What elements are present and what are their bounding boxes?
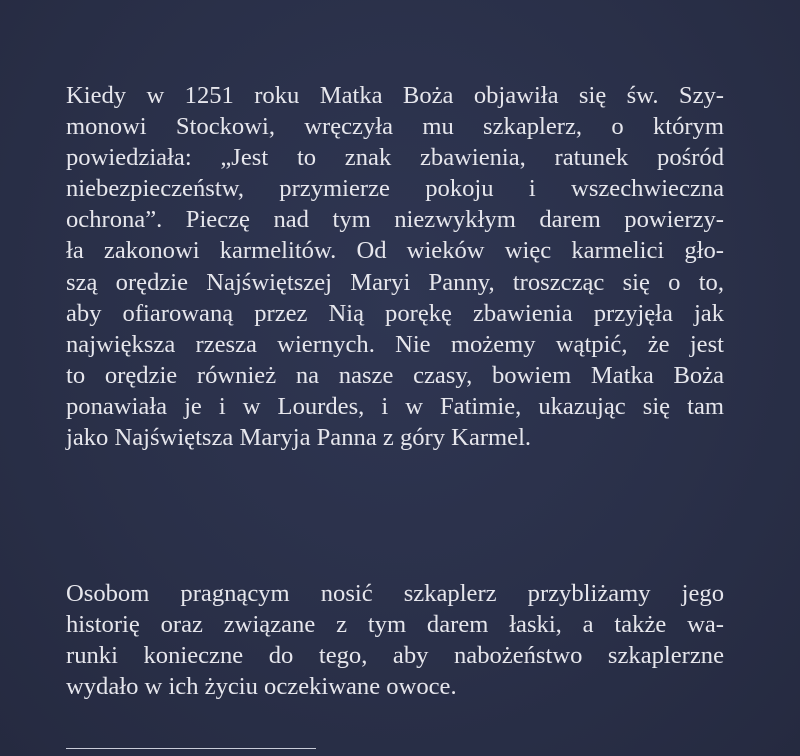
text-line: to orędzie również na nasze czasy, bowiem Matka Boża <box>66 361 724 389</box>
text-line: ponawiała je i w Lourdes, i w Fatimie, ukazując się tam <box>66 392 724 420</box>
text-line: niebezpieczeństw, przymierze pokoju i wszechwieczna <box>66 175 724 203</box>
text-line: największa rzesza wiernych. Nie możemy wątpić, że jest <box>66 330 724 358</box>
text-line: ła zakonowi karmelitów. Od wieków więc karmelici gło- <box>66 237 724 265</box>
text-line: jako Najświętsza Maryja Panna z góry Karmel. <box>66 424 532 452</box>
text-line: szą orędzie Najświętszej Maryi Panny, troszcząc się o to, <box>66 268 724 296</box>
text-line: monowi Stockowi, wręczyła mu szkaplerz, o którym <box>66 113 724 141</box>
paragraph-2 <box>66 578 724 702</box>
text-line: wydało w ich życiu oczekiwane owoce. <box>66 673 457 701</box>
bottom-divider <box>66 748 316 749</box>
text-line: historię oraz związane z tym darem łaski, a także wa- <box>66 611 724 639</box>
text-line: aby ofiarowaną przez Nią porękę zbawienia przyjęła jak <box>66 299 724 327</box>
paragraph-1 <box>66 80 724 453</box>
text-line: Kiedy w 1251 roku Matka Boża objawiła się św. Szy- <box>66 82 724 109</box>
text-line: powiedziała: „Jest to znak zbawienia, ratunek pośród <box>66 144 724 172</box>
text-line: runki konieczne do tego, aby nabożeństwo szkaplerzne <box>66 642 724 670</box>
text-line: ochrona”. Pieczę nad tym niezwykłym darem powierzy- <box>66 206 724 234</box>
text-line: Osobom pragnącym nosić szkaplerz przybliżamy jego <box>66 580 724 607</box>
